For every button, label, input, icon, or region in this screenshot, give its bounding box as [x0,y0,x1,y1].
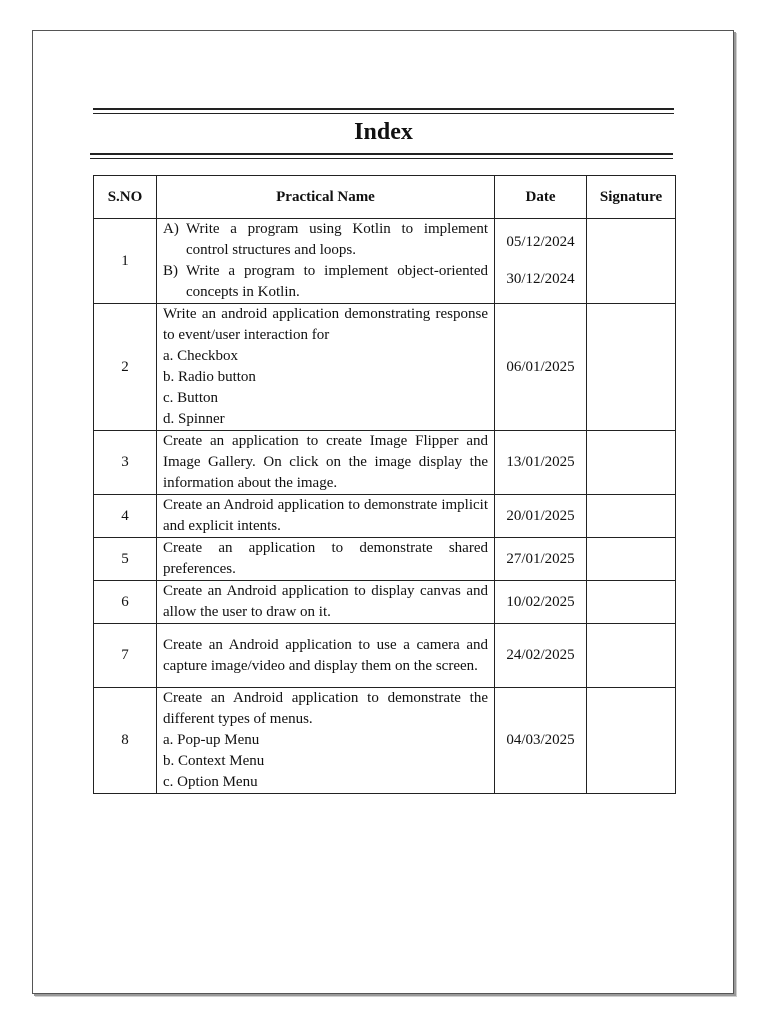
table-header-row [94,176,676,219]
header-sno: S.NO [94,176,157,219]
list-item: c. Option Menu [163,774,258,790]
row-signature [587,538,676,581]
sub-item-label: B) [163,263,178,279]
row-signature [587,581,676,624]
list-item: a. Pop-up Menu [163,732,260,748]
row-signature [587,495,676,538]
table-row [94,538,676,581]
row-description: Write an android application demonstrating response to event/user interaction for [163,306,488,343]
table-row [94,495,676,538]
sub-item [163,261,488,303]
header-date: Date [495,176,587,219]
list-item: d. Spinner [163,411,225,427]
row-practical-name: Create an Android application to display canvas and allow the user to draw on it. [157,581,495,624]
sub-item [163,219,488,261]
row-sno: 2 [94,304,157,431]
header-signature: Signature [587,176,676,219]
row-date-a: 05/12/2024 [506,234,575,250]
row-date-b: 30/12/2024 [506,271,575,287]
row-date: 10/02/2025 [495,581,587,624]
row-signature [587,219,676,304]
title-rule-bottom [90,153,673,155]
row-date: 27/01/2025 [495,538,587,581]
title-rule-top-thin [93,113,674,114]
row-sno: 4 [94,495,157,538]
row-date [495,219,587,304]
row-sno: 8 [94,688,157,794]
header-practical-name: Practical Name [157,176,495,219]
table-row [94,219,676,304]
row-description: Create an Android application to demonstrate the different types of menus. [163,690,488,727]
table-row [94,431,676,495]
row-practical-name [157,219,495,304]
table-row [94,581,676,624]
row-date: 24/02/2025 [495,624,587,688]
table-row [94,304,676,431]
list-item: a. Checkbox [163,348,238,364]
row-practical-name: Create an application to demonstrate shared preferences. [157,538,495,581]
sub-item-label: A) [163,221,179,237]
row-signature [587,688,676,794]
sub-item-text: Write a program to implement object-oriented concepts in Kotlin. [186,263,488,300]
row-practical-name [157,304,495,431]
row-sno: 5 [94,538,157,581]
row-practical-name: Create an Android application to demonstrate implicit and explicit intents. [157,495,495,538]
row-date: 04/03/2025 [495,688,587,794]
row-sno: 7 [94,624,157,688]
row-date: 13/01/2025 [495,431,587,495]
table-row [94,688,676,794]
row-signature [587,624,676,688]
list-item: b. Radio button [163,369,256,385]
row-signature [587,431,676,495]
row-sno: 1 [94,219,157,304]
row-date: 06/01/2025 [495,304,587,431]
row-practical-name: Create an Android application to use a camera and capture image/video and display them on the screen. [157,624,495,688]
row-practical-name [157,688,495,794]
row-practical-name: Create an application to create Image Flipper and Image Gallery. On click on the image display the information about the image. [157,431,495,495]
title-rule-bottom-thin [90,158,673,159]
sub-item-text: Write a program using Kotlin to implement control structures and loops. [186,221,488,258]
row-sno: 3 [94,431,157,495]
list-item: b. Context Menu [163,753,265,769]
title-rule-top [93,108,674,110]
row-date: 20/01/2025 [495,495,587,538]
table-row [94,624,676,688]
index-table [93,175,676,794]
row-sno: 6 [94,581,157,624]
list-item: c. Button [163,390,218,406]
row-signature [587,304,676,431]
page-title: Index [354,119,413,145]
